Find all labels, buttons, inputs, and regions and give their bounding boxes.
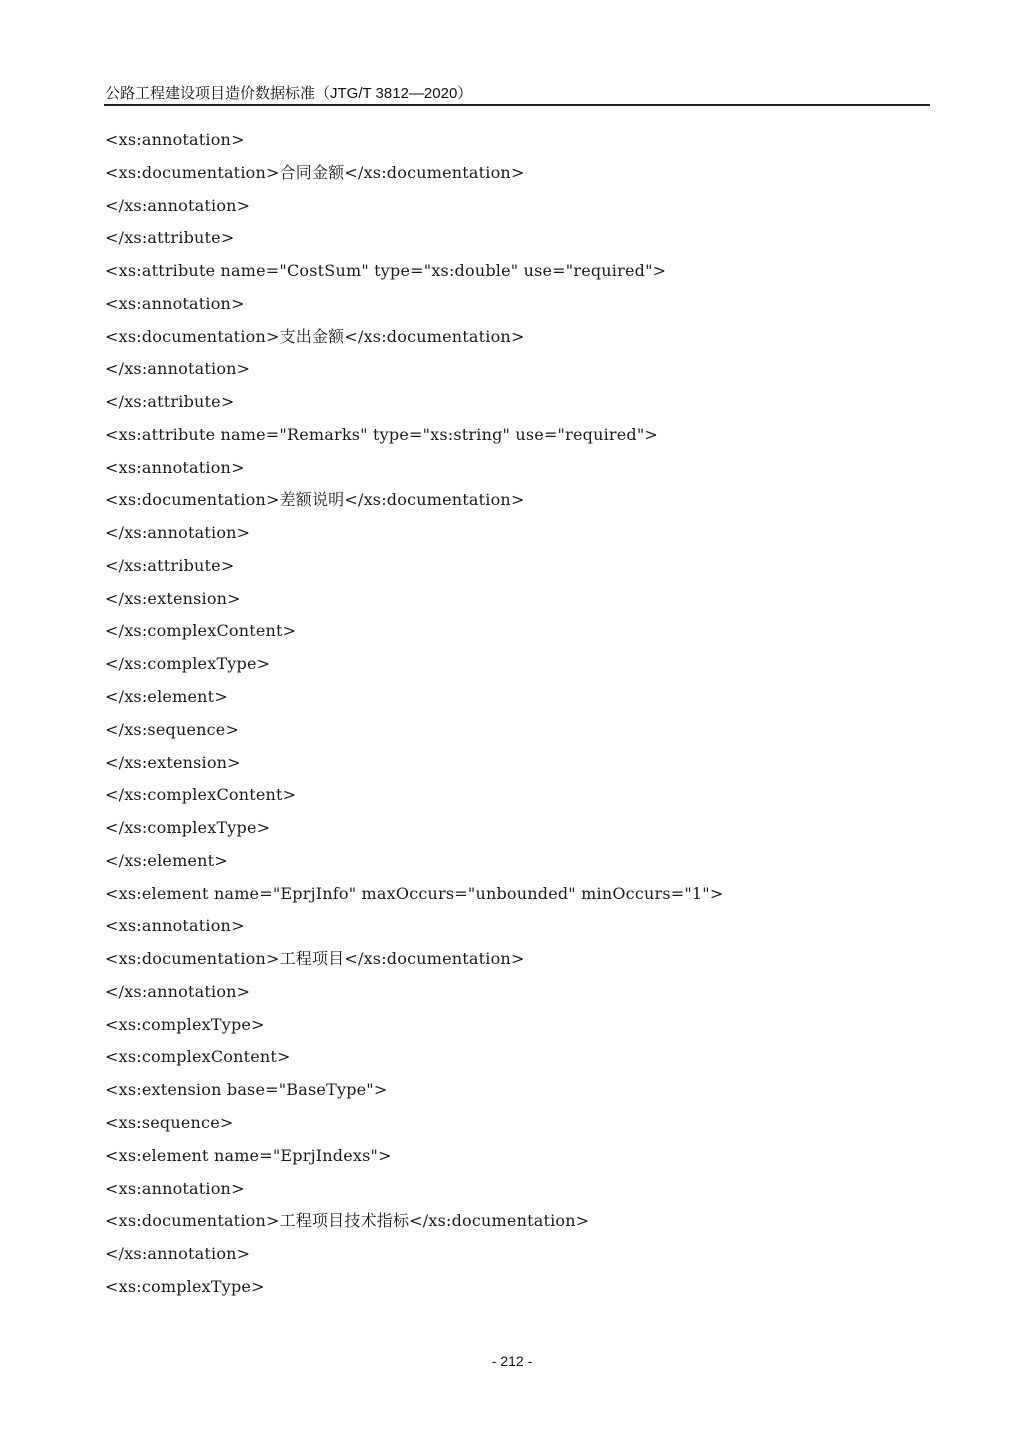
code-line: </xs:annotation> bbox=[105, 523, 251, 543]
code-line: <xs:documentation>支出金额</xs:documentation> bbox=[105, 326, 525, 346]
header-divider bbox=[104, 104, 930, 106]
code-line: <xs:annotation> bbox=[105, 916, 245, 936]
code-line: </xs:annotation> bbox=[105, 359, 251, 379]
code-line: <xs:complexContent> bbox=[105, 1047, 291, 1067]
page-number: - 212 - bbox=[491, 1353, 533, 1369]
code-line: <xs:documentation>工程项目</xs:documentation> bbox=[105, 949, 525, 969]
code-line: </xs:complexContent> bbox=[105, 621, 297, 641]
page-header-title: 公路工程建设项目造价数据标准（JTG/T 3812—2020） bbox=[105, 85, 473, 102]
code-line: </xs:annotation> bbox=[105, 195, 251, 215]
code-line: </xs:complexContent> bbox=[105, 785, 297, 805]
code-line: <xs:element name="EprjIndexs"> bbox=[105, 1145, 392, 1165]
code-line: <xs:element name="EprjInfo" maxOccurs="unbounded" minOccurs="1"> bbox=[105, 883, 724, 903]
code-line: </xs:sequence> bbox=[105, 719, 240, 739]
code-line: </xs:attribute> bbox=[105, 228, 235, 248]
code-line: <xs:annotation> bbox=[105, 1178, 245, 1198]
code-line: </xs:attribute> bbox=[105, 392, 235, 412]
code-line: <xs:documentation>差额说明</xs:documentation> bbox=[105, 490, 525, 510]
code-line: <xs:complexType> bbox=[105, 1276, 265, 1296]
code-line: <xs:sequence> bbox=[105, 1112, 234, 1132]
code-line: </xs:annotation> bbox=[105, 981, 251, 1001]
code-line: <xs:extension base="BaseType"> bbox=[105, 1080, 388, 1100]
code-line: <xs:annotation> bbox=[105, 130, 245, 149]
code-line: </xs:extension> bbox=[105, 588, 241, 608]
code-line: </xs:attribute> bbox=[105, 555, 235, 575]
code-line: </xs:extension> bbox=[105, 752, 241, 772]
code-line: </xs:element> bbox=[105, 850, 228, 870]
code-line: <xs:complexType> bbox=[105, 1014, 265, 1034]
code-line: <xs:attribute name="CostSum" type="xs:double" use="required"> bbox=[105, 261, 667, 281]
code-line: </xs:annotation> bbox=[105, 1244, 251, 1264]
code-line: </xs:complexType> bbox=[105, 654, 271, 674]
code-line: <xs:annotation> bbox=[105, 457, 245, 477]
code-line: <xs:documentation>工程项目技术指标</xs:documentation> bbox=[105, 1211, 590, 1231]
code-line: </xs:complexType> bbox=[105, 818, 271, 838]
xsd-code-block bbox=[105, 124, 925, 1304]
code-line: </xs:element> bbox=[105, 687, 228, 707]
code-line: <xs:documentation>合同金额</xs:documentation> bbox=[105, 162, 525, 182]
code-line: <xs:annotation> bbox=[105, 293, 245, 313]
code-line: <xs:attribute name="Remarks" type="xs:string" use="required"> bbox=[105, 424, 659, 444]
